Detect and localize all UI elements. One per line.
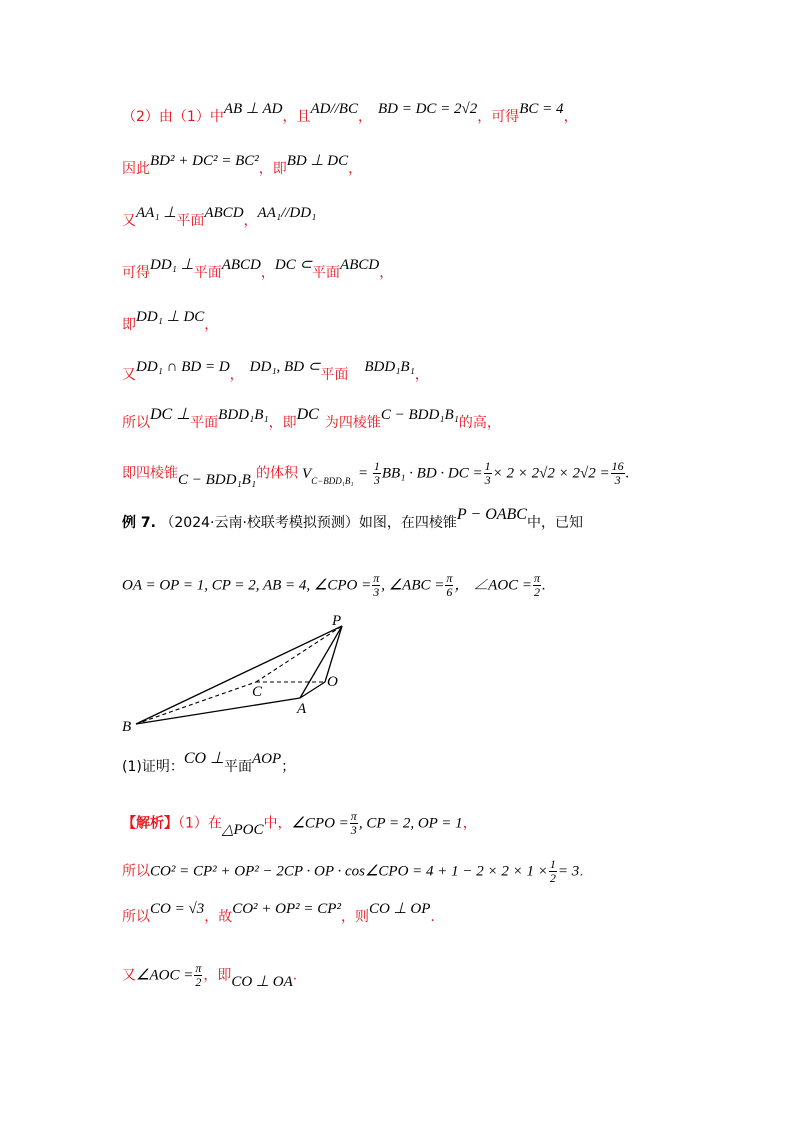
formula: AA₁ ⊥ — [136, 205, 177, 221]
formula: ∠AOC = — [136, 967, 194, 984]
text: ， — [243, 213, 258, 229]
text: 为四棱锥 — [324, 415, 381, 431]
formula: P − OABC — [456, 506, 527, 523]
text: 中，已知 — [526, 515, 583, 531]
formula: AB ⊥ AD — [223, 101, 283, 117]
formula: CO = √3 — [150, 901, 205, 917]
solution-line-1 — [122, 101, 578, 126]
text: ， — [462, 815, 477, 832]
formula: OA = OP = 1, CP = 2, AB = 4, ∠CPO = — [122, 577, 372, 594]
formula: AA₁//DD₁ — [257, 205, 317, 221]
formula: ABCD — [204, 205, 244, 221]
text: . — [579, 863, 584, 880]
solution-line-7 — [122, 406, 501, 432]
formula: AOP — [252, 751, 282, 767]
label-C: C — [252, 684, 263, 700]
fraction: $\frac{16}{3}$ — [611, 459, 624, 487]
text: ，且 — [282, 109, 311, 125]
text: 平面 — [176, 213, 205, 229]
formula: CO² + OP² = CP² — [232, 901, 341, 917]
formula: ， ∠AOC = — [454, 577, 533, 594]
formula: C − BDD₁B₁ — [178, 471, 257, 488]
label-A: A — [297, 701, 307, 717]
formula: BD = DC = 2√2 — [377, 101, 478, 117]
formula: BD ⊥ DC — [286, 153, 349, 169]
text: ，即 — [268, 415, 297, 431]
formula: CO² = CP² + OP² − 2CP · OP · cos∠CPO = 4 + 1 − 2 × 2 × 1 × — [150, 863, 548, 880]
solution-line-3 — [122, 205, 317, 230]
formula: × 2 × 2√2 × 2√2 = — [492, 465, 610, 482]
example-source: （2024·云南·校联考模拟预测）如图，在四棱锥 — [160, 515, 457, 531]
text: ，即 — [258, 161, 287, 177]
analysis-line-1 — [122, 810, 477, 837]
text: ， — [357, 109, 372, 125]
text: 所以 — [122, 909, 150, 925]
fraction: $\frac{1}{3}$ — [484, 459, 491, 487]
text: 可得 — [122, 265, 150, 281]
text: 的体积 — [256, 465, 299, 482]
text: ， — [379, 265, 394, 281]
text: （1）在 — [178, 815, 222, 832]
formula: ∠CPO = — [291, 815, 349, 832]
pyramid-edges — [136, 626, 342, 724]
formula: = 3 — [557, 863, 580, 880]
edge-AO — [300, 682, 325, 698]
text: （2）由（1）中 — [122, 109, 224, 125]
formula: , ∠ABC = — [381, 577, 445, 594]
example-heading — [122, 506, 583, 532]
formula: , CP = 2, OP = 1 — [358, 815, 463, 832]
text: ，可得 — [477, 109, 520, 125]
solution-line-6 — [122, 359, 429, 384]
formula: C − BDD₁B₁ — [380, 407, 459, 423]
analysis-line-4 — [122, 962, 297, 989]
fraction: $\frac{\pi}{6}$ — [446, 571, 453, 599]
formula: BC = 4 — [519, 101, 564, 117]
text: 所以 — [122, 415, 150, 431]
formula: DD₁ ∩ BD = D — [136, 359, 230, 375]
text: ，则 — [340, 909, 369, 925]
formula: ABCD — [340, 257, 380, 273]
text: ，即 — [203, 967, 232, 984]
formula: DD₁, BD ⊂ — [249, 359, 321, 375]
text: 又 — [122, 967, 136, 984]
analysis-line-2 — [122, 858, 584, 885]
formula: DC ⊂ — [274, 257, 313, 273]
text: 中， — [263, 815, 292, 832]
text: ， — [229, 367, 244, 383]
text: 平面 — [193, 265, 222, 281]
formula: AD//BC — [310, 101, 358, 117]
text: ， — [348, 161, 363, 177]
text: 即四棱锥 — [122, 465, 178, 482]
formula: DD₁ ⊥ — [150, 257, 194, 273]
text: ， — [563, 109, 578, 125]
formula: DC ⊥ — [150, 406, 191, 423]
formula: BB₁ · BD · DC = — [381, 465, 483, 482]
formula: DD₁ ⊥ DC — [136, 309, 205, 325]
formula: C−BDD₁B₁ — [311, 475, 354, 486]
text: 所以 — [122, 863, 150, 880]
formula: V — [302, 465, 312, 482]
analysis-tag: 【解析】 — [122, 815, 178, 832]
question-1 — [122, 750, 296, 776]
formula: = — [358, 465, 372, 482]
fraction: $\frac{\pi}{3}$ — [373, 571, 380, 599]
formula: CO ⊥ — [183, 750, 225, 767]
solution-line-8 — [122, 460, 629, 487]
fraction: $\frac{\pi}{2}$ — [195, 961, 202, 989]
solution-line-2 — [122, 153, 363, 178]
label-B: B — [122, 719, 132, 735]
formula: BDD₁B₁ — [364, 359, 415, 375]
text: ； — [281, 759, 296, 775]
text: ， — [204, 317, 219, 333]
formula: BD² + DC² = BC² — [150, 153, 259, 169]
formula: BDD₁B₁ — [218, 407, 269, 423]
label-O: O — [327, 674, 338, 690]
solution-line-5 — [122, 309, 219, 334]
pyramid-figure — [118, 612, 358, 738]
edge-BC — [136, 682, 256, 724]
fraction: $\frac{\pi}{3}$ — [350, 809, 357, 837]
question-number: (1)证明： — [122, 759, 184, 775]
fraction: $\frac{1}{2}$ — [549, 857, 556, 885]
formula: ABCD — [221, 257, 261, 273]
formula: △POC — [221, 821, 264, 838]
fraction: $\frac{\pi}{2}$ — [534, 571, 541, 599]
text: 即 — [122, 317, 136, 333]
text: 平面 — [190, 415, 219, 431]
example-number: 例 7. — [122, 515, 156, 531]
text: 平面 — [320, 367, 349, 383]
text: 又 — [122, 367, 136, 383]
edge-BA — [136, 698, 300, 724]
text: 平面 — [312, 265, 341, 281]
formula: CO ⊥ OP — [368, 901, 431, 917]
text: . — [292, 967, 298, 984]
text: 因此 — [122, 161, 150, 177]
formula: DC — [296, 406, 319, 423]
text: 又 — [122, 213, 136, 229]
edge-BP — [136, 626, 342, 724]
formula: CO ⊥ OA — [231, 973, 293, 990]
text: 平面 — [224, 759, 253, 775]
text: ， — [414, 367, 429, 383]
label-P: P — [332, 613, 342, 629]
solution-line-4 — [122, 257, 394, 282]
analysis-line-3 — [122, 901, 435, 926]
fraction: $\frac{1}{3}$ — [373, 459, 380, 487]
formula: . — [542, 577, 546, 594]
example-conditions — [122, 572, 546, 599]
text: ， — [260, 265, 275, 281]
formula: . — [625, 465, 630, 482]
text: ，故 — [204, 909, 233, 925]
text: . — [430, 909, 435, 925]
text: 的高， — [458, 415, 501, 431]
